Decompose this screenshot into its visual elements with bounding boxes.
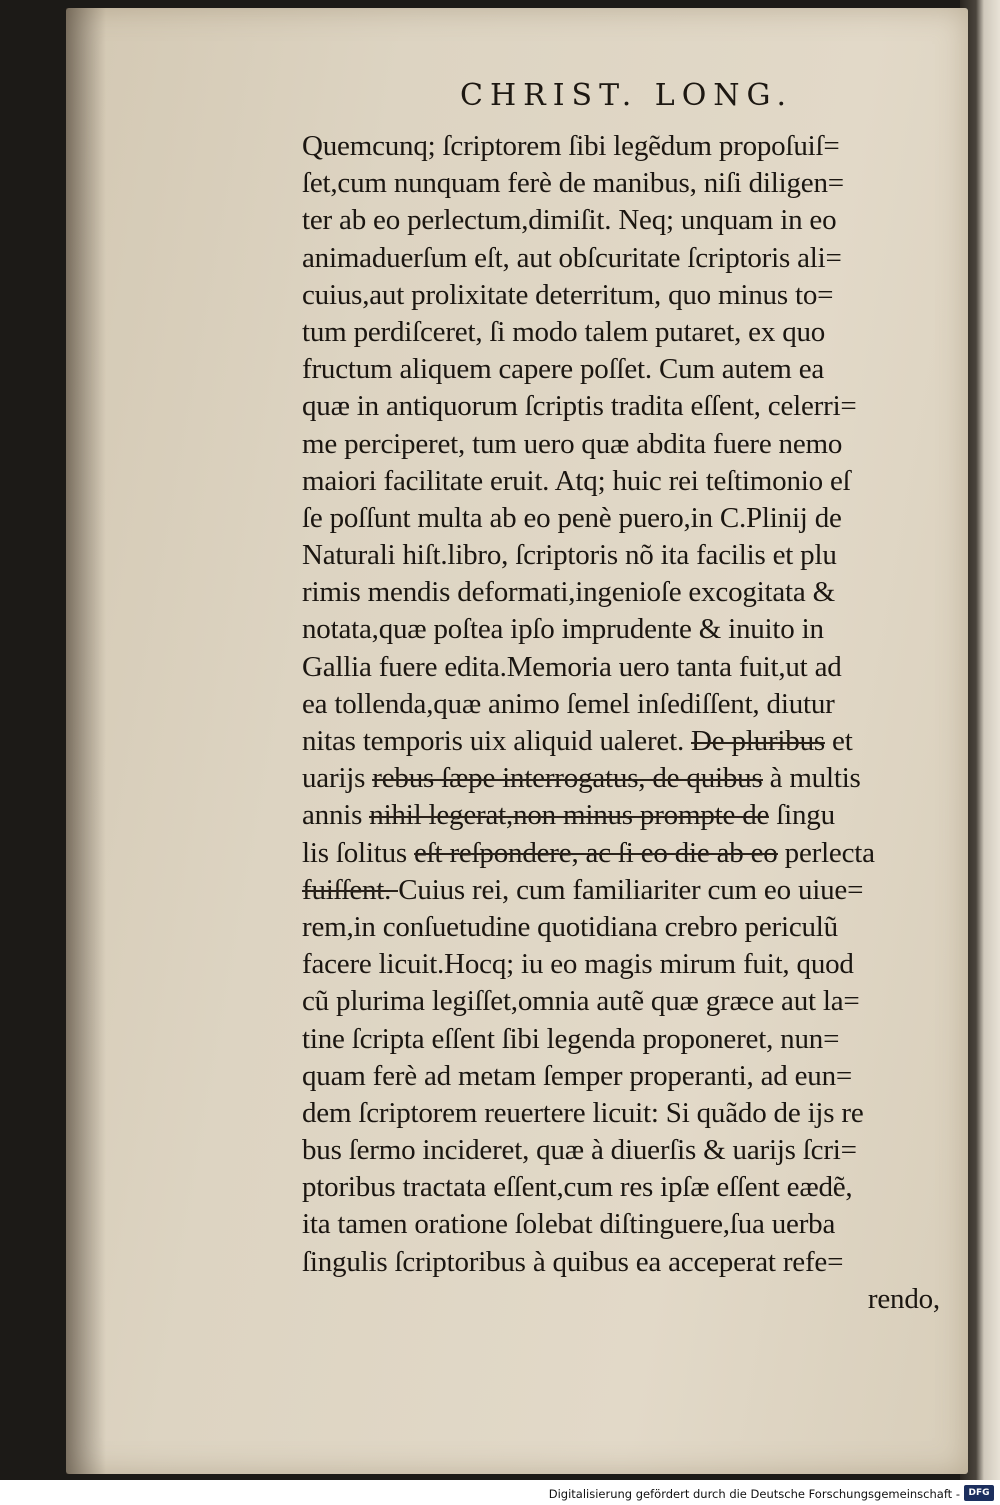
text-line [302, 1206, 962, 1243]
line-text: ſingulis ſcriptoribus à quibus ea acceperat refe= [302, 1245, 844, 1278]
line-text: maiori facilitate eruit. Atq; huic rei teſtimonio eſ [302, 464, 851, 497]
line-text: Gallia fuere edita.Memoria uero tanta fuit,ut ad [302, 650, 842, 683]
catchword: rendo, [867, 1282, 940, 1315]
line-text: ſe poſſunt multa ab eo penè puero,in C.Plinij de [302, 501, 842, 534]
page-gutter-shadow [66, 8, 106, 1474]
line-text: ita tamen oratione ſolebat diſtinguere,ſua uerba [302, 1208, 836, 1241]
text-line [302, 463, 962, 500]
line-text: ptoribus tractata eſſent,cum res ipſæ eſſent eædẽ, [302, 1171, 853, 1204]
text-line [302, 686, 962, 723]
text-line [302, 1095, 962, 1132]
struck-text: fuiſſent. [302, 873, 399, 906]
text-line [302, 1169, 962, 1206]
line-text: dem ſcriptorem reuertere licuit: Si quãdo de ijs re [302, 1096, 864, 1129]
line-text: à multis [762, 762, 861, 795]
text-line [302, 500, 962, 537]
line-text: Naturali hiſt.libro, ſcriptoris nõ ita facilis et plu [302, 539, 837, 572]
running-head: CHRIST. LONG. [460, 78, 793, 113]
text-line [302, 611, 962, 648]
line-text: ſingu [769, 799, 835, 832]
text-line [302, 202, 962, 239]
line-text: nitas temporis uix aliquid ualeret. [302, 725, 692, 757]
body-text [302, 128, 962, 1318]
line-text: notata,quæ poſtea ipſo imprudente & inuito in [302, 613, 824, 646]
struck-text: eſt reſpondere, ac ſi eo die ab eo [414, 836, 778, 869]
line-text: cũ plurima legiſſet,omnia autẽ quæ græce aut la= [302, 985, 860, 1018]
text-line [302, 426, 962, 463]
text-line [302, 537, 962, 574]
line-text: me perciperet, tum uero quæ abdita fuere nemo [302, 427, 843, 460]
line-text: ſet,cum nunquam ferè de manibus, niſi diligen= [302, 167, 844, 200]
text-line [302, 723, 962, 760]
text-line [302, 872, 962, 909]
line-text: rimis mendis deformati,ingenioſe excogitata & [302, 576, 835, 609]
text-line [302, 574, 962, 611]
text-line [302, 165, 962, 202]
line-text: animaduerſum eſt, aut obſcuritate ſcriptoris ali= [302, 241, 842, 274]
line-text: quæ in antiquorum ſcriptis tradita eſſent, celerri= [302, 390, 857, 423]
line-text: Quemcunq; ſcriptorem ſibi legẽdum propoſuiſ= [302, 130, 840, 162]
struck-text: nihil legerat,non minus prompte de [369, 799, 770, 832]
line-text: ea tollenda,quæ animo ſemel inſediſſent, diutur [302, 687, 835, 720]
text-line [302, 983, 962, 1020]
text-line [302, 277, 962, 314]
funding-credit: Digitalisierung gefördert durch die Deutsche Forschungsgemeinschaft - [548, 1487, 960, 1501]
text-line [302, 314, 962, 351]
text-line [302, 946, 962, 983]
text-line [302, 1244, 962, 1281]
line-text: Cuius rei, cum familiariter cum eo uiue= [398, 873, 864, 906]
text-line [302, 351, 962, 388]
text-line [302, 649, 962, 686]
line-text: lis ſolitus [302, 836, 415, 869]
struck-text: De pluribus [691, 725, 825, 757]
line-text: cuius,aut prolixitate deterritum, quo minus to= [302, 278, 834, 311]
text-line [302, 835, 962, 872]
line-text: quam ferè ad metam ſemper properanti, ad eun= [302, 1059, 853, 1092]
text-line [302, 240, 962, 277]
text-line [302, 1132, 962, 1169]
text-line [302, 388, 962, 425]
text-line [302, 760, 962, 797]
line-text: et [824, 725, 853, 757]
line-text: fructum aliquem capere poſſet. Cum autem ea [302, 353, 825, 386]
line-text: tine ſcripta eſſent ſibi legenda proponeret, nun= [302, 1022, 840, 1055]
line-text: ter ab eo perlectum,dimiſit. Neq; unquam in eo [302, 204, 837, 237]
line-text: bus ſermo incideret, quæ à diuerſis & uarijs ſcri= [302, 1134, 857, 1167]
text-line [302, 909, 962, 946]
line-text: facere licuit.Hocq; iu eo magis mirum fuit, quod [302, 948, 854, 981]
text-line [302, 1058, 962, 1095]
text-line [302, 1021, 962, 1058]
line-text: tum perdiſceret, ſi modo talem putaret, ex quo [302, 315, 826, 348]
line-text: annis [302, 799, 370, 832]
struck-text: rebus ſæpe interrogatus, de quibus [372, 762, 763, 795]
line-text: perlecta [777, 836, 875, 869]
text-line [302, 128, 962, 165]
dfg-logo[interactable]: DFG [964, 1485, 994, 1501]
text-line [302, 797, 962, 834]
line-text: uarijs [302, 762, 373, 795]
line-text: rem,in conſuetudine quotidiana crebro periculũ [302, 910, 838, 943]
